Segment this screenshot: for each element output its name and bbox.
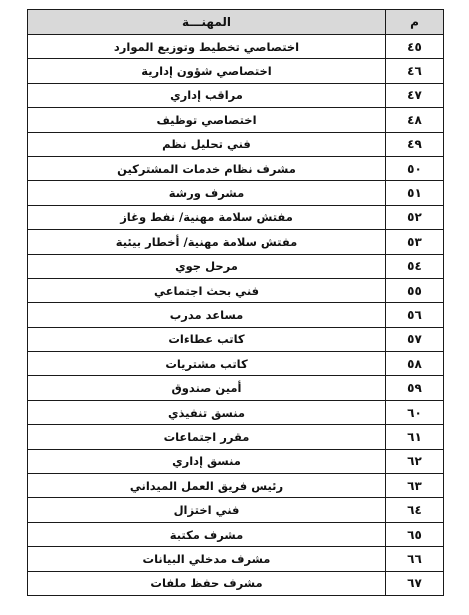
table-row [28, 425, 444, 449]
profession-name: كاتب عطاءات [28, 327, 386, 351]
row-number: ٦٦ [386, 547, 444, 571]
table-row [28, 498, 444, 522]
table-row [28, 181, 444, 205]
table-row [28, 35, 444, 59]
table-row [28, 376, 444, 400]
professions-sheet [27, 9, 443, 596]
row-number: ٥٠ [386, 156, 444, 180]
row-number: ٦٧ [386, 571, 444, 595]
table-row [28, 327, 444, 351]
profession-name: مشرف حفظ ملفات [28, 571, 386, 595]
row-number: ٤٩ [386, 132, 444, 156]
table-row [28, 108, 444, 132]
table-row [28, 230, 444, 254]
professions-table [27, 9, 444, 596]
table-row [28, 83, 444, 107]
profession-name: فني تحليل نظم [28, 132, 386, 156]
table-row [28, 474, 444, 498]
table-row [28, 400, 444, 424]
profession-name: أمين صندوق [28, 376, 386, 400]
row-number: ٦٣ [386, 474, 444, 498]
table-row [28, 254, 444, 278]
table-row [28, 132, 444, 156]
table-header-row [28, 10, 444, 35]
profession-name: مشرف ورشة [28, 181, 386, 205]
row-number: ٥٨ [386, 352, 444, 376]
profession-name: مساعد مدرب [28, 303, 386, 327]
row-number: ٥٩ [386, 376, 444, 400]
table-row [28, 547, 444, 571]
row-number: ٦٤ [386, 498, 444, 522]
row-number: ٦١ [386, 425, 444, 449]
row-number: ٥٢ [386, 205, 444, 229]
row-number: ٤٦ [386, 59, 444, 83]
row-number: ٥٤ [386, 254, 444, 278]
row-number: ٤٨ [386, 108, 444, 132]
row-number: ٦٠ [386, 400, 444, 424]
row-number: ٥٣ [386, 230, 444, 254]
row-number: ٤٥ [386, 35, 444, 59]
profession-name: اختصاصي توظيف [28, 108, 386, 132]
profession-name: مفتش سلامة مهنية/ نفط وغاز [28, 205, 386, 229]
profession-name: رئيس فريق العمل الميداني [28, 474, 386, 498]
profession-name: اختصاصي تخطيط وتوزيع الموارد [28, 35, 386, 59]
row-number: ٥٥ [386, 278, 444, 302]
table-row [28, 278, 444, 302]
profession-name: منسق إداري [28, 449, 386, 473]
table-row [28, 449, 444, 473]
profession-name: اختصاصي شؤون إدارية [28, 59, 386, 83]
profession-name: مشرف مكتبة [28, 522, 386, 546]
table-row [28, 522, 444, 546]
table-row [28, 59, 444, 83]
table-row [28, 303, 444, 327]
row-number: ٦٥ [386, 522, 444, 546]
profession-name: مرحل جوي [28, 254, 386, 278]
profession-name: مفتش سلامة مهنية/ أخطار بيئية [28, 230, 386, 254]
profession-name: مشرف مدخلي البيانات [28, 547, 386, 571]
row-number: ٥٦ [386, 303, 444, 327]
profession-name: مشرف نظام خدمات المشتركين [28, 156, 386, 180]
column-header-profession: المهنـــة [28, 10, 386, 35]
table-row [28, 205, 444, 229]
profession-name: فني اختزال [28, 498, 386, 522]
row-number: ٦٢ [386, 449, 444, 473]
profession-name: فني بحث اجتماعي [28, 278, 386, 302]
profession-name: كاتب مشتريات [28, 352, 386, 376]
table-row [28, 571, 444, 595]
profession-name: منسق تنفيذي [28, 400, 386, 424]
profession-name: مقرر اجتماعات [28, 425, 386, 449]
table-row [28, 352, 444, 376]
table-row [28, 156, 444, 180]
row-number: ٥١ [386, 181, 444, 205]
column-header-number: م [386, 10, 444, 35]
row-number: ٥٧ [386, 327, 444, 351]
row-number: ٤٧ [386, 83, 444, 107]
profession-name: مراقب إداري [28, 83, 386, 107]
